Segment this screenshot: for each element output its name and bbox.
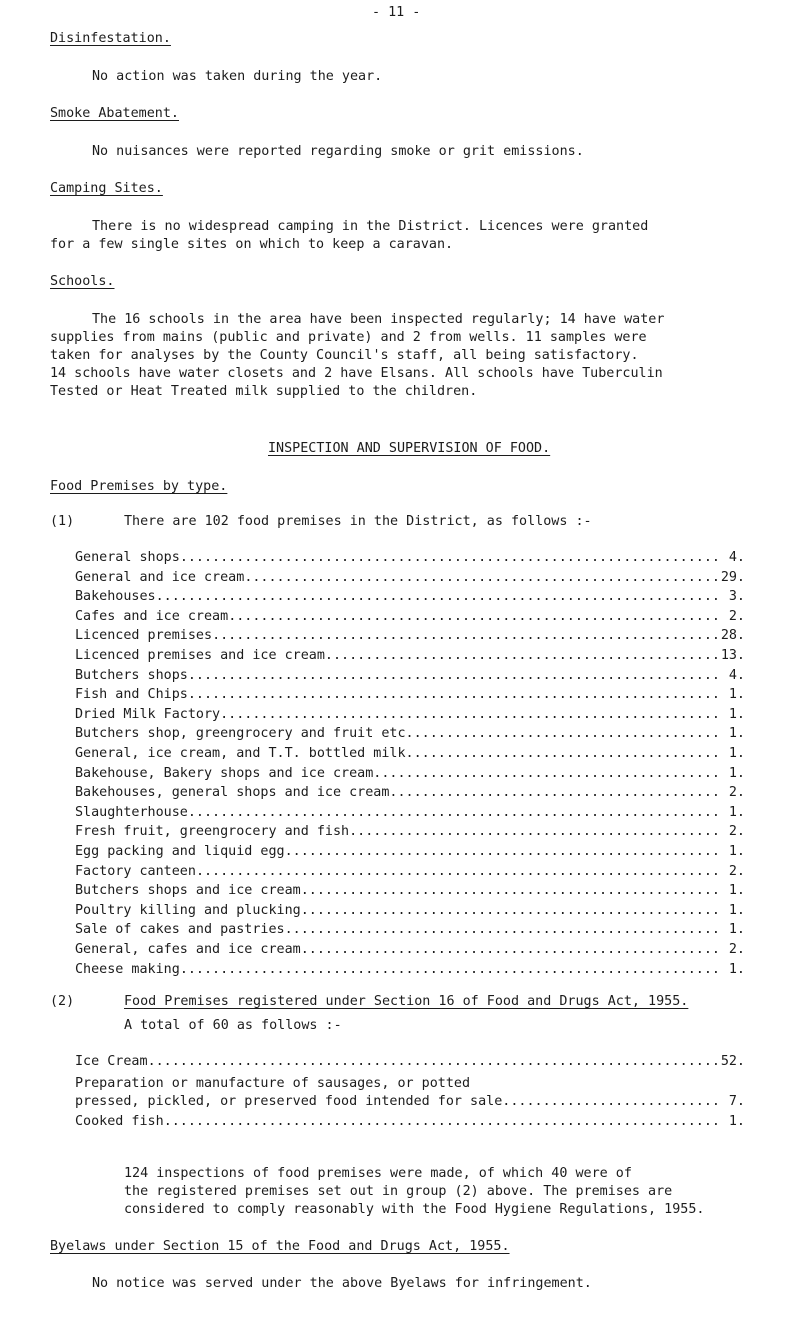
camping-heading: Camping Sites. — [50, 181, 163, 196]
inspections-line-1: 124 inspections of food premises were made, of which 40 were of — [124, 1166, 632, 1181]
leader-dots — [373, 765, 717, 783]
item-2-heading: Food Premises registered under Section 16 of Food and Drugs Act, 1955. — [124, 994, 689, 1009]
list-item — [75, 706, 745, 724]
list-item — [75, 608, 745, 626]
schools-line-4: 14 schools have water closets and 2 have Elsans. All schools have Tuberculin — [50, 366, 663, 381]
list-item-value: 1. — [728, 804, 745, 820]
leader-dots — [212, 627, 717, 645]
list-item-label: Bakehouses, general shops and ice cream — [75, 785, 390, 801]
list-item-label: General and ice cream — [75, 569, 245, 585]
list-item — [75, 941, 745, 959]
leader-dots — [285, 843, 717, 861]
byelaws-heading: Byelaws under Section 15 of the Food and Drugs Act, 1955. — [50, 1239, 510, 1254]
list-item — [75, 902, 745, 920]
list-item — [75, 745, 745, 763]
camping-line-2: for a few single sites on which to keep a caravan. — [50, 237, 454, 252]
list-item-label: Cafes and ice cream — [75, 608, 229, 624]
list-item — [75, 1075, 745, 1093]
list-item — [75, 804, 745, 822]
leader-dots — [196, 863, 717, 881]
list-item-value: 7. — [728, 1094, 745, 1109]
leader-dots — [156, 588, 717, 606]
smoke-text: No nuisances were reported regarding smoke or grit emissions. — [92, 144, 584, 159]
list-item — [75, 921, 745, 939]
leader-dots — [349, 823, 717, 841]
list-item-value: 13. — [720, 648, 745, 663]
leader-dots — [285, 921, 717, 939]
leader-dots — [301, 882, 717, 900]
list-item — [75, 1053, 745, 1071]
list-item-value: 1. — [728, 1114, 745, 1129]
list-item-value: 2. — [728, 942, 745, 957]
leader-dots — [220, 706, 717, 724]
list-item-label: Butchers shop, greengrocery and fruit etc — [75, 726, 406, 742]
item-2-intro: A total of 60 as follows :- — [124, 1018, 342, 1033]
list-item-label: Licenced premises and ice cream — [75, 648, 325, 663]
list-item-label: Fresh fruit, greengrocery and fish — [75, 824, 350, 840]
list-item-value: 28. — [720, 628, 745, 644]
item-1-intro: There are 102 food premises in the District, as follows :- — [124, 514, 592, 529]
food-premises-heading: Food Premises by type. — [50, 479, 228, 494]
leader-dots — [325, 647, 717, 665]
disinfestation-heading: Disinfestation. — [50, 31, 171, 46]
list-item — [75, 823, 745, 841]
leader-dots — [188, 804, 717, 822]
list-item-label: Egg packing and liquid egg — [75, 844, 285, 859]
list-item-value: 1. — [728, 922, 745, 938]
byelaws-text: No notice was served under the above Byelaws for infringement. — [92, 1276, 592, 1291]
list-item-value: 1. — [728, 726, 745, 742]
list-item-value: 52. — [720, 1054, 745, 1069]
list-item-value: 1. — [728, 883, 745, 899]
list-item-label: Slaughterhouse — [75, 804, 188, 820]
list-item-value: 1. — [728, 902, 745, 918]
list-item-label: Cooked fish — [75, 1114, 164, 1129]
food-section-title: INSPECTION AND SUPERVISION OF FOOD. — [268, 441, 551, 456]
list-item — [75, 882, 745, 900]
list-item-label: Butchers shops and ice cream — [75, 883, 301, 899]
list-item-value: 1. — [728, 765, 745, 781]
leader-dots — [188, 667, 717, 685]
leader-dots — [188, 686, 717, 704]
item-1-number: (1) — [50, 514, 75, 529]
list-item — [75, 647, 745, 665]
schools-line-1: The 16 schools in the area have been inspected regularly; 14 have water — [92, 312, 665, 327]
list-item-label: Bakehouse, Bakery shops and ice cream — [75, 765, 374, 781]
list-item-label: Fish and Chips — [75, 687, 188, 703]
list-item — [75, 843, 745, 861]
list-item — [75, 588, 745, 606]
list-item-value: 1. — [728, 687, 745, 703]
leader-dots — [244, 569, 717, 587]
leader-dots — [180, 961, 717, 979]
list-item-value: 2. — [728, 785, 745, 801]
schools-line-2: supplies from mains (public and private) and 2 from wells. 11 samples were — [50, 330, 647, 345]
list-item — [75, 863, 745, 881]
leader-dots — [301, 941, 717, 959]
list-item-label: pressed, pickled, or preserved food intended for sale — [75, 1094, 503, 1109]
inspections-line-3: considered to comply reasonably with the Food Hygiene Regulations, 1955. — [124, 1202, 705, 1217]
schools-heading: Schools. — [50, 274, 115, 289]
list-item-value: 4. — [728, 550, 745, 565]
list-item-value: 2. — [728, 824, 745, 840]
list-item — [75, 725, 745, 743]
leader-dots — [301, 902, 717, 920]
list-item-label: Sale of cakes and pastries — [75, 922, 285, 938]
list-item-label: Licenced premises — [75, 628, 213, 644]
list-item-value: 1. — [728, 844, 745, 859]
list-item-label: Poultry killing and plucking — [75, 902, 301, 918]
leader-dots — [406, 745, 717, 763]
list-item-label: Butchers shops — [75, 667, 188, 683]
list-item — [75, 549, 745, 567]
leader-dots — [389, 784, 717, 802]
leader-dots — [502, 1093, 717, 1111]
list-item — [75, 961, 745, 979]
list-item-value: 4. — [728, 667, 745, 683]
list-item — [75, 1093, 745, 1111]
list-item — [75, 1113, 745, 1131]
list-item-label: Preparation or manufacture of sausages, or potted — [75, 1076, 471, 1091]
list-item-value: 1. — [728, 706, 745, 722]
list-item-label: Factory canteen — [75, 863, 196, 879]
list-item-value: 2. — [728, 608, 745, 624]
list-item — [75, 627, 745, 645]
list-item — [75, 569, 745, 587]
list-item-value: 1. — [728, 961, 745, 977]
leader-dots — [164, 1113, 717, 1131]
page-number: - 11 - — [372, 5, 421, 20]
list-item — [75, 667, 745, 685]
list-item-label: Bakehouses — [75, 589, 156, 605]
list-item-value: 3. — [728, 589, 745, 605]
list-item — [75, 784, 745, 802]
schools-line-3: taken for analyses by the County Council's staff, all being satisfactory. — [50, 348, 639, 363]
list-item-value: 1. — [728, 746, 745, 761]
leader-dots — [180, 549, 717, 567]
list-item-value: 29. — [720, 569, 745, 585]
smoke-heading: Smoke Abatement. — [50, 106, 179, 121]
list-item-label: Dried Milk Factory — [75, 706, 221, 722]
list-item-label: General shops — [75, 550, 180, 565]
list-item — [75, 686, 745, 704]
disinfestation-text: No action was taken during the year. — [92, 69, 383, 84]
schools-line-5: Tested or Heat Treated milk supplied to the children. — [50, 384, 478, 399]
list-item-label: General, cafes and ice cream — [75, 942, 301, 957]
list-item-label: General, ice cream, and T.T. bottled milk — [75, 746, 406, 761]
leader-dots — [406, 725, 717, 743]
camping-line-1: There is no widespread camping in the District. Licences were granted — [92, 219, 649, 234]
leader-dots — [148, 1053, 717, 1071]
leader-dots — [228, 608, 717, 626]
list-item — [75, 765, 745, 783]
inspections-line-2: the registered premises set out in group (2) above. The premises are — [124, 1184, 673, 1199]
list-item-value: 2. — [728, 863, 745, 879]
item-2-number: (2) — [50, 994, 75, 1009]
list-item-label: Ice Cream — [75, 1054, 148, 1069]
list-item-label: Cheese making — [75, 961, 180, 977]
